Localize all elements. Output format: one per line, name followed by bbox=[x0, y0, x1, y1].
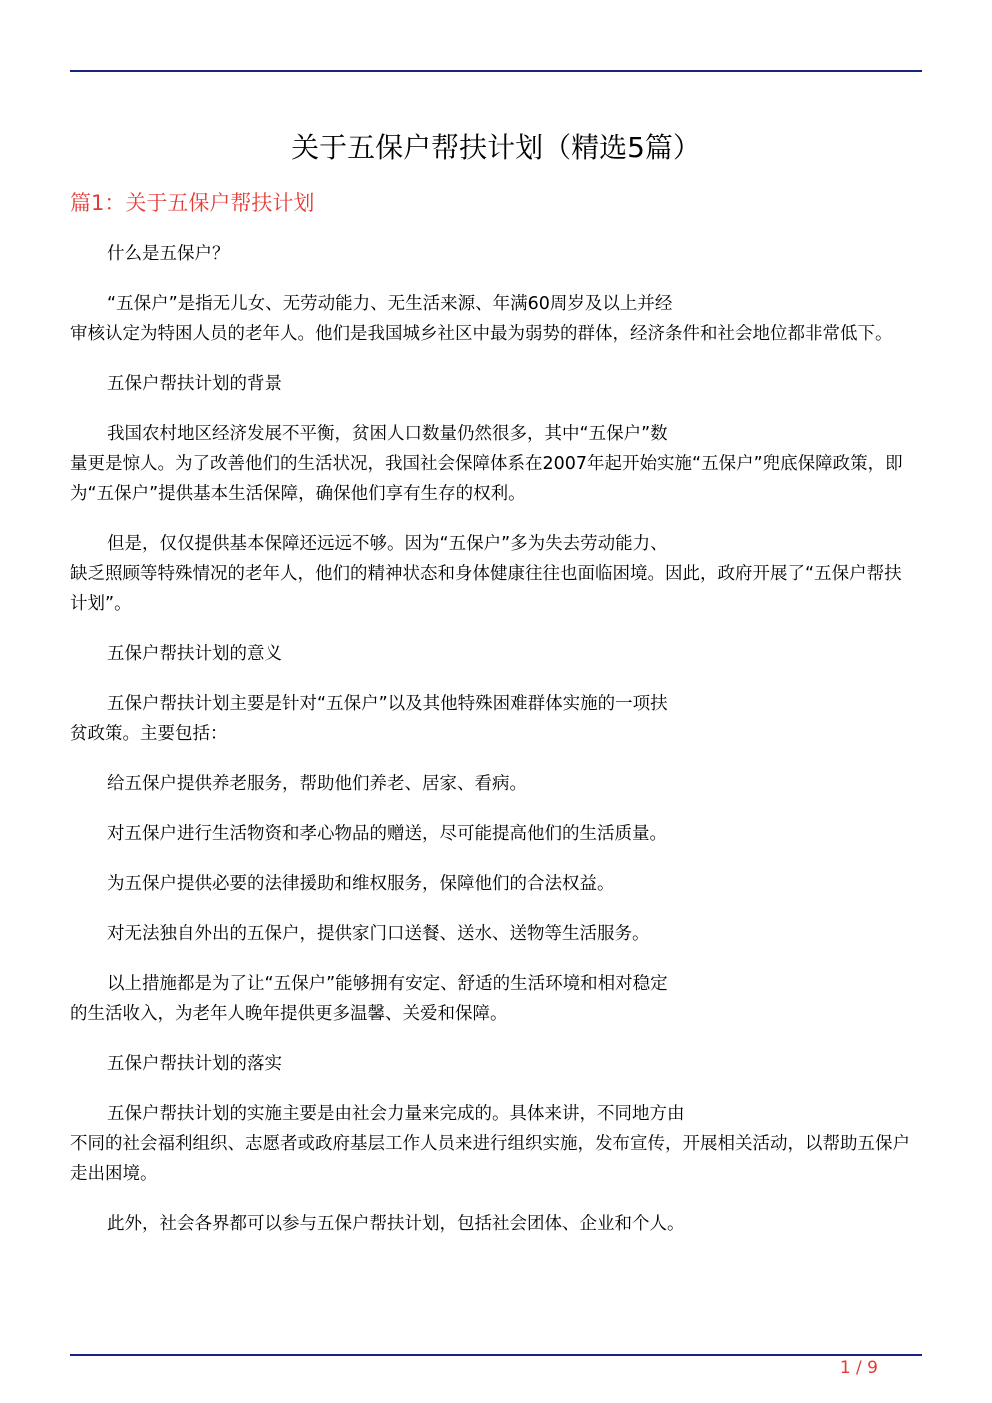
footer-rule bbox=[70, 1354, 922, 1356]
page-number: 1 / 9 bbox=[839, 1358, 878, 1378]
paragraph bbox=[70, 239, 915, 269]
paragraph-first-line: 对五保户进行生活物资和孝心物品的赠送，尽可能提高他们的生活质量。 bbox=[107, 824, 667, 844]
paragraph-first-line: 以上措施都是为了让“五保户”能够拥有安定、舒适的生活环境和相对稳定 bbox=[107, 974, 668, 994]
paragraph bbox=[70, 769, 915, 799]
paragraph bbox=[70, 819, 915, 849]
paragraph bbox=[70, 869, 915, 899]
paragraph bbox=[70, 1209, 915, 1239]
paragraph bbox=[70, 689, 915, 749]
paragraph-continuation: 的生活收入，为老年人晚年提供更多温馨、关爱和保障。 bbox=[70, 1004, 508, 1024]
paragraph bbox=[70, 369, 915, 399]
paragraph bbox=[70, 1049, 915, 1079]
paragraph-first-line: 为五保户提供必要的法律援助和维权服务，保障他们的合法权益。 bbox=[107, 874, 615, 894]
paragraph bbox=[70, 639, 915, 669]
paragraph-continuation: 缺乏照顾等特殊情况的老年人，他们的精神状态和身体健康往往也面临困境。因此，政府开展了“五保户帮扶计划”。 bbox=[70, 564, 902, 614]
paragraph-first-line: 五保户帮扶计划的实施主要是由社会力量来完成的。具体来讲，不同地方由 bbox=[107, 1104, 685, 1124]
paragraph-first-line: 五保户帮扶计划的落实 bbox=[107, 1054, 282, 1074]
paragraph bbox=[70, 1099, 915, 1189]
paragraph-first-line: 什么是五保户？ bbox=[107, 244, 230, 264]
paragraph-continuation: 审核认定为特困人员的老年人。他们是我国城乡社区中最为弱势的群体，经济条件和社会地位都非常低下。 bbox=[70, 324, 893, 344]
paragraph-first-line: 但是，仅仅提供基本保障还远远不够。因为“五保户”多为失去劳动能力、 bbox=[107, 534, 668, 554]
paragraph bbox=[70, 289, 915, 349]
paragraph-first-line: 给五保户提供养老服务，帮助他们养老、居家、看病。 bbox=[107, 774, 527, 794]
paragraph-first-line: 我国农村地区经济发展不平衡，贫困人口数量仍然很多，其中“五保户”数 bbox=[107, 424, 668, 444]
document-title: 关于五保户帮扶计划（精选5篇） bbox=[291, 131, 701, 164]
paragraph-continuation: 贫政策。主要包括： bbox=[70, 724, 228, 744]
paragraph-first-line: 五保户帮扶计划主要是针对“五保户”以及其他特殊困难群体实施的一项扶 bbox=[107, 694, 668, 714]
paragraph-first-line: “五保户”是指无儿女、无劳动能力、无生活来源、年满60周岁及以上并经 bbox=[107, 294, 673, 314]
header-rule bbox=[70, 70, 922, 72]
paragraph bbox=[70, 969, 915, 1029]
paragraph bbox=[70, 529, 915, 619]
paragraph-first-line: 此外，社会各界都可以参与五保户帮扶计划，包括社会团体、企业和个人。 bbox=[107, 1214, 685, 1234]
document-body bbox=[70, 239, 915, 1259]
paragraph-continuation: 不同的社会福利组织、志愿者或政府基层工作人员来进行组织实施，发布宣传，开展相关活动，以帮助五保户走出困境。 bbox=[70, 1134, 910, 1184]
paragraph bbox=[70, 419, 915, 509]
paragraph-first-line: 对无法独自外出的五保户，提供家门口送餐、送水、送物等生活服务。 bbox=[107, 924, 650, 944]
paragraph bbox=[70, 919, 915, 949]
paragraph-first-line: 五保户帮扶计划的意义 bbox=[107, 644, 282, 664]
paragraph-continuation: 量更是惊人。为了改善他们的生活状况，我国社会保障体系在2007年起开始实施“五保户”兜底保障政策，即为“五保户”提供基本生活保障，确保他们享有生存的权利。 bbox=[70, 454, 903, 504]
paragraph-first-line: 五保户帮扶计划的背景 bbox=[107, 374, 282, 394]
section-heading: 篇1：关于五保户帮扶计划 bbox=[70, 191, 315, 215]
